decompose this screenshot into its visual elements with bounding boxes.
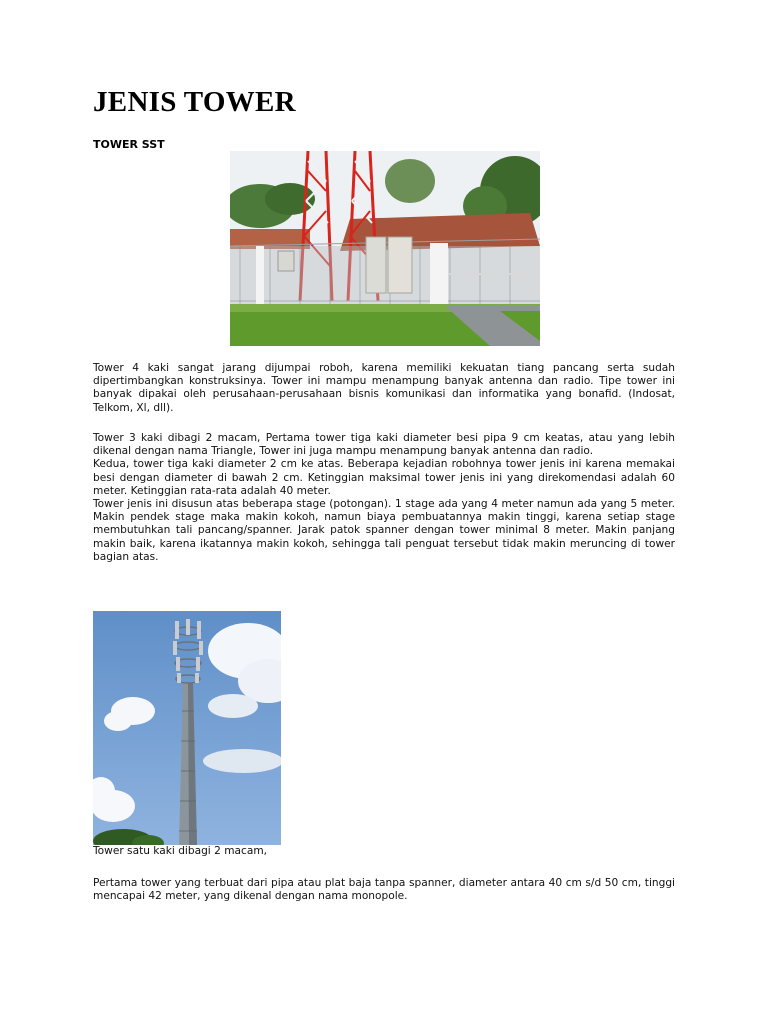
sst-tower-photo (230, 151, 540, 346)
paragraph-three-leg-part-3: Tower jenis ini disusun atas beberapa stage (potongan). 1 stage ada yang 4 meter namun ada yang 5 meter. Makin pendek stage maka makin kokoh, namun biaya pembuatannya makin tinggi, karena setiap stage membutuhkan tali pancang/spanner. Jarak patok spanner dengan tower minimal 8 meter. Makin panjang makin baik, karena ikatannya makin kokoh, sehingga tali penguat tersebut tidak makin meruncing di tower bagian atas. (93, 498, 675, 563)
paragraph-four-leg-tower: Tower 4 kaki sangat jarang dijumpai roboh, karena memiliki kekuatan tiang pancang serta sudah dipertimbangkan konstruksinya. Tower ini mampu menampung banyak antenna dan radio. Tipe tower ini banyak dipakai oleh perusahaan-perusahaan bisnis komunikasi dan informatika yang bonafid. (Indosat, Telkom, Xl, dll). (93, 362, 675, 414)
paragraph-three-leg-part-1: Tower 3 kaki dibagi 2 macam, Pertama tower tiga kaki diameter besi pipa 9 cm keatas, atau yang lebih dikenal dengan nama Triangle, Tower ini juga mampu menampung banyak antenna dan radio. (93, 432, 675, 458)
paragraph-monopole: Pertama tower yang terbuat dari pipa atau plat baja tanpa spanner, diameter antara 40 cm s/d 50 cm, tinggi mencapai 42 meter, yang dikenal dengan nama monopole. (93, 877, 675, 903)
paragraph-three-leg-tower (93, 432, 675, 564)
page-title: JENIS TOWER (93, 86, 296, 118)
paragraph-three-leg-part-2: Kedua, tower tiga kaki diameter 2 cm ke atas. Beberapa kejadian robohnya tower jenis ini karena memakai besi dengan diameter di bawah 2 cm. Ketinggian maksimal tower jenis ini yang direkomendasi adalah 60 meter. Ketinggian rata-rata adalah 40 meter. (93, 458, 675, 497)
section-heading: TOWER SST (93, 138, 165, 151)
paragraph-one-leg-tower: Tower satu kaki dibagi 2 macam, (93, 845, 268, 857)
monopole-tower-photo (93, 611, 281, 845)
